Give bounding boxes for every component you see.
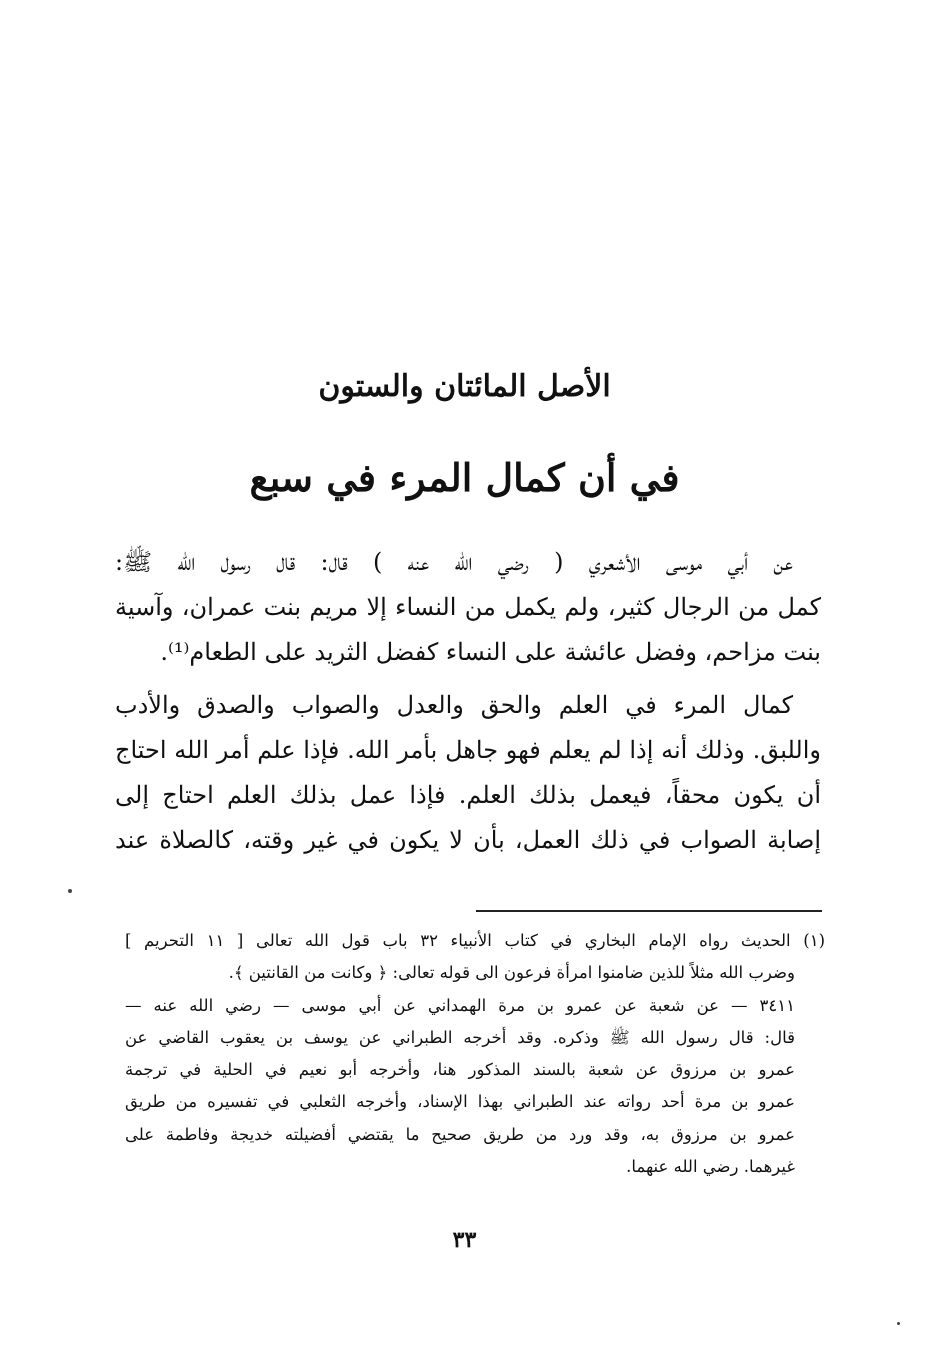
commentary-paragraph [115, 683, 821, 863]
paragraph-line: أن يكون محقاً، فيعمل بذلك العلم. فإذا عمل بذلك العلم احتاج إلى [115, 781, 821, 809]
footnote-line: (١) الحديث رواه الإمام البخاري في كتاب الأنبياء ٣٢ باب قول الله تعالى [ ١١ التحريم ] [125, 931, 825, 950]
paragraph-line: بنت مزاحم، وفضل عائشة على النساء كفضل الثريد على الطعام⁽¹⁾. [160, 638, 821, 666]
paragraph-line: واللبق. وذلك أنه إذا لم يعلم فهو جاهل بأمر الله. فإذا علم أمر الله احتاج [115, 736, 821, 764]
footnote-line: عمرو بن مرزوق عن شعبة بالسند المذكور هنا، وأخرجه أبو نعيم في الحلية في ترجمة [125, 1060, 795, 1080]
footnote-line: غيرهما. رضي الله عنهما. [626, 1157, 795, 1177]
paragraph-line: إصابة الصواب في ذلك العمل، بأن لا يكون في غير وقته، كالصلاة عند [115, 826, 821, 854]
scan-speck [68, 889, 72, 893]
paragraph-line: كمال المرء في العلم والحق والعدل والصواب والصدق والأدب [115, 691, 793, 719]
hadith-paragraph [115, 540, 821, 675]
paragraph-line: كمل من الرجال كثير، ولم يكمل من النساء إلا مريم بنت عمران، وآسية [115, 593, 821, 621]
footnote-line: قال: قال رسول الله ﷺ وذكره. وقد أخرجه الطبراني عن يوسف بن يعقوب القاضي عن [125, 1027, 795, 1047]
scan-speck [897, 1322, 900, 1325]
section-heading: الأصل المائتان والستون [318, 369, 611, 404]
footnote [125, 925, 825, 1183]
footnote-line: عمرو بن مرة أحد رواته عند الطبراني بهذا الإسناد، وأخرجه الثعلبي في تفسيره من طريق [125, 1092, 795, 1112]
footnote-separator [476, 910, 822, 912]
footnote-line: عمرو بن مرزوق به، وقد ورد من طريق صحيح ما يقتضي أفضيلته خديجة وفاطمة على [125, 1124, 795, 1144]
footnote-line: ٣٤١١ — عن شعبة عن عمرو بن مرة الهمداني عن أبي موسى — رضي الله عنه — [125, 995, 795, 1015]
paragraph-line: عن أبي موسى الأشعري ( رضي الله عنه ) قال: قال رسول الله ﷺ: [115, 548, 793, 576]
chapter-title: في أن كمال المرء في سبع [249, 455, 680, 500]
page-number: ٣٣ [452, 1227, 477, 1253]
footnote-line: وضرب الله مثلاً للذين ضامنوا امرأة فرعون الى قوله تعالى: ﴿ وكانت من القانتين ﴾. [228, 963, 795, 983]
